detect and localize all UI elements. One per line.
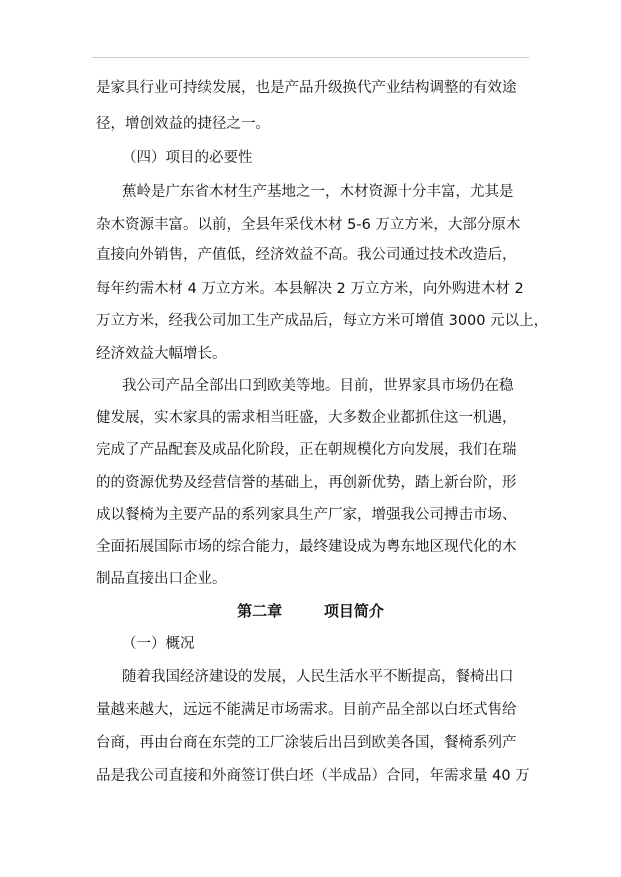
paragraph-line: 的的资源优势及经营信誉的基础上，再创新优势，踏上新台阶，形 xyxy=(96,475,517,491)
paragraph-line: 台商，再由台商在东莞的工厂涂装后出吕到欧美各国，餐椅系列产 xyxy=(96,735,517,751)
paragraph-line: 成以餐椅为主要产品的系列家具生产厂家，增强我公司搏击市场、 xyxy=(96,507,517,523)
section-subheading: （四）项目的必要性 xyxy=(122,150,253,166)
paragraph-line: 随着我国经济建设的发展，人民生活水平不断提高，餐椅出口 xyxy=(122,669,514,685)
paragraph-line: 杂木资源丰富。以前，全县年采伐木材 5-6 万立方米，大部分原木 xyxy=(96,217,521,233)
paragraph-line: 径，增创效益的捷径之一。 xyxy=(96,116,270,132)
paragraph-line: 万立方米，经我公司加工生产成品后，每立方米可增值 3000 元以上， xyxy=(96,313,549,329)
paragraph-line: 量越来越大，远远不能满足市场需求。目前产品全部以白坯式售给 xyxy=(96,702,517,718)
paragraph-line: 完成了产品配套及成品化阶段，正在朝规模化方向发展，我们在瑞 xyxy=(96,442,517,458)
paragraph-line: 制品直接出口企业。 xyxy=(96,571,227,587)
paragraph-line: 健发展，实木家具的需求相当旺盛，大多数企业都抓住这一机遇， xyxy=(96,410,517,426)
paragraph-line: 是家具行业可持续发展，也是产品升级换代产业结构调整的有效途 xyxy=(96,80,517,96)
paragraph-line: 全面拓展国际市场的综合能力，最终建设成为粤东地区现代化的木 xyxy=(96,539,517,555)
paragraph-line: 我公司产品全部出口到欧美等地。目前，世界家具市场仍在稳 xyxy=(122,378,514,394)
paragraph-line: 蕉岭是广东省木材生产基地之一，木材资源十分丰富，尤其是 xyxy=(122,184,514,200)
header-rule xyxy=(92,57,529,58)
paragraph-line: 直接向外销售，产值低，经济效益不高。我公司通过技术改造后， xyxy=(96,247,517,263)
paragraph-line: 品是我公司直接和外商签订供白坯（半成品）合同，年需求量 40 万 xyxy=(96,768,530,784)
section-subheading: （一）概况 xyxy=(122,636,195,652)
chapter-heading: 第二章 项目简介 xyxy=(237,602,384,620)
paragraph-line: 经济效益大幅增长。 xyxy=(96,346,227,362)
paragraph-line: 每年约需木材 4 万立方米。本县解决 2 万立方米，向外购进木材 2 xyxy=(96,281,524,297)
